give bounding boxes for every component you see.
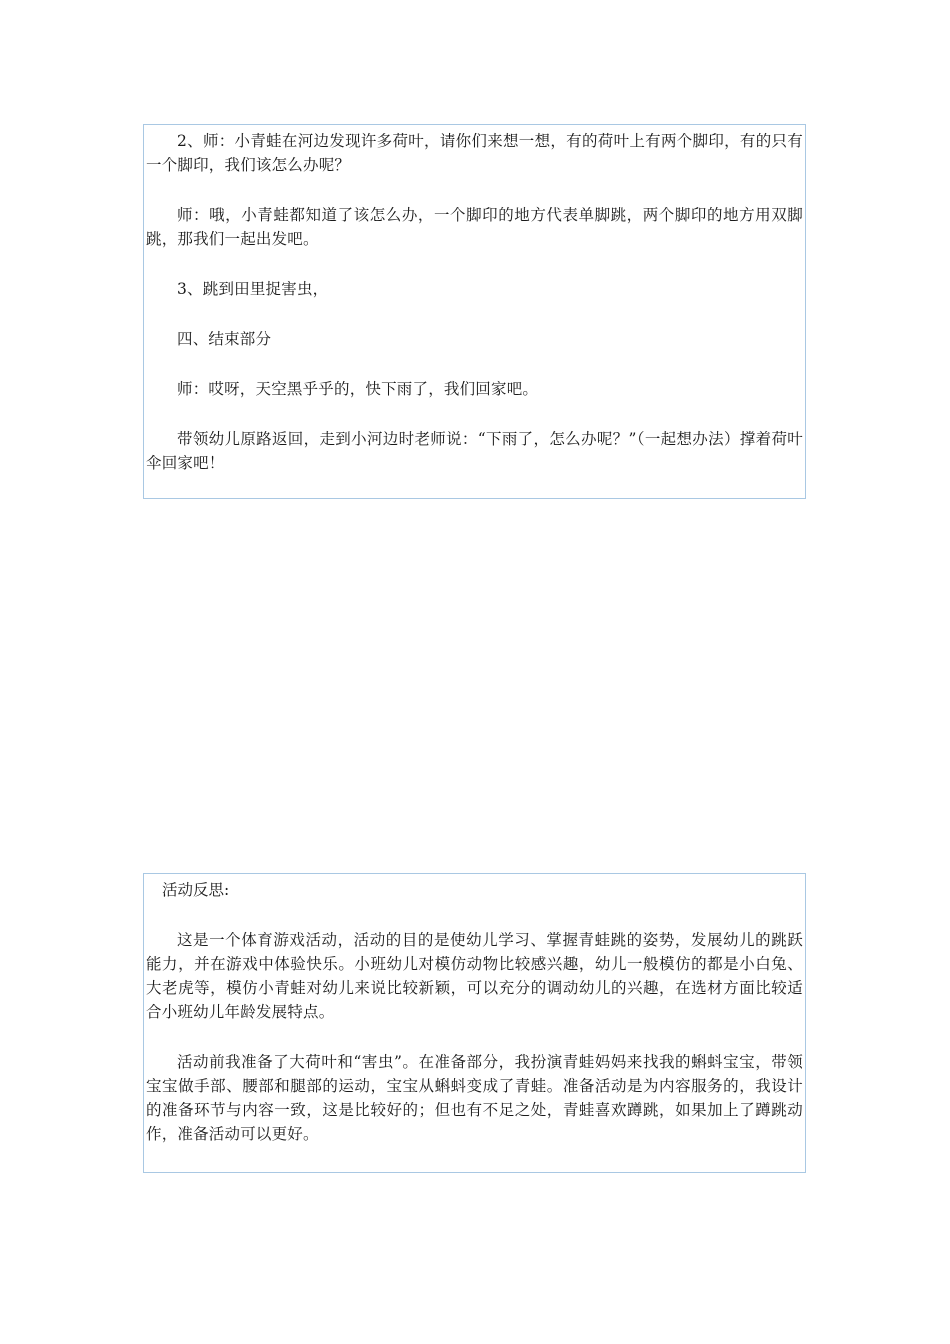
reflection-box — [143, 873, 806, 1173]
paragraph-step-three: 3、跳到田里捉害虫， — [177, 280, 329, 298]
reflection-paragraph-activity: 这是一个体育游戏活动，活动的目的是使幼儿学习、掌握青蛙跳的姿势，发展幼儿的跳跃能力，并在游戏中体验快乐。小班幼儿对模仿动物比较感兴趣，幼儿一般模仿的都是小白兔、大老虎等，模仿小青蛙对幼儿来说比较新颖，可以充分的调动幼儿的兴趣，在选材方面比较适合小班幼儿年龄发展特点。 — [146, 931, 803, 1021]
reflection-heading: 活动反思: — [162, 881, 230, 899]
section-heading-ending: 四、结束部分 — [177, 330, 272, 348]
paragraph-teacher-lotus-leaves: 2、师：小青蛙在河边发现许多荷叶，请你们来想一想，有的荷叶上有两个脚印，有的只有一个脚印，我们该怎么办呢？ — [146, 132, 803, 174]
paragraph-return-home: 带领幼儿原路返回，走到小河边时老师说：“下雨了，怎么办呢？”（一起想办法）撑着荷叶伞回家吧！ — [146, 430, 803, 472]
lesson-content-box — [143, 124, 806, 499]
paragraph-teacher-jump-instructions: 师：哦，小青蛙都知道了该怎么办，一个脚印的地方代表单脚跳，两个脚印的地方用双脚跳，那我们一起出发吧。 — [146, 206, 803, 248]
reflection-paragraph-preparation: 活动前我准备了大荷叶和“害虫”。在准备部分，我扮演青蛙妈妈来找我的蝌蚪宝宝，带领宝宝做手部、腰部和腿部的运动，宝宝从蝌蚪变成了青蛙。准备活动是为内容服务的，我设计的准备环节与内容一致，这是比较好的；但也有不足之处，青蛙喜欢蹲跳，如果加上了蹲跳动作，准备活动可以更好。 — [146, 1053, 803, 1143]
paragraph-teacher-rain: 师：哎呀，天空黑乎乎的，快下雨了，我们回家吧。 — [177, 380, 539, 398]
